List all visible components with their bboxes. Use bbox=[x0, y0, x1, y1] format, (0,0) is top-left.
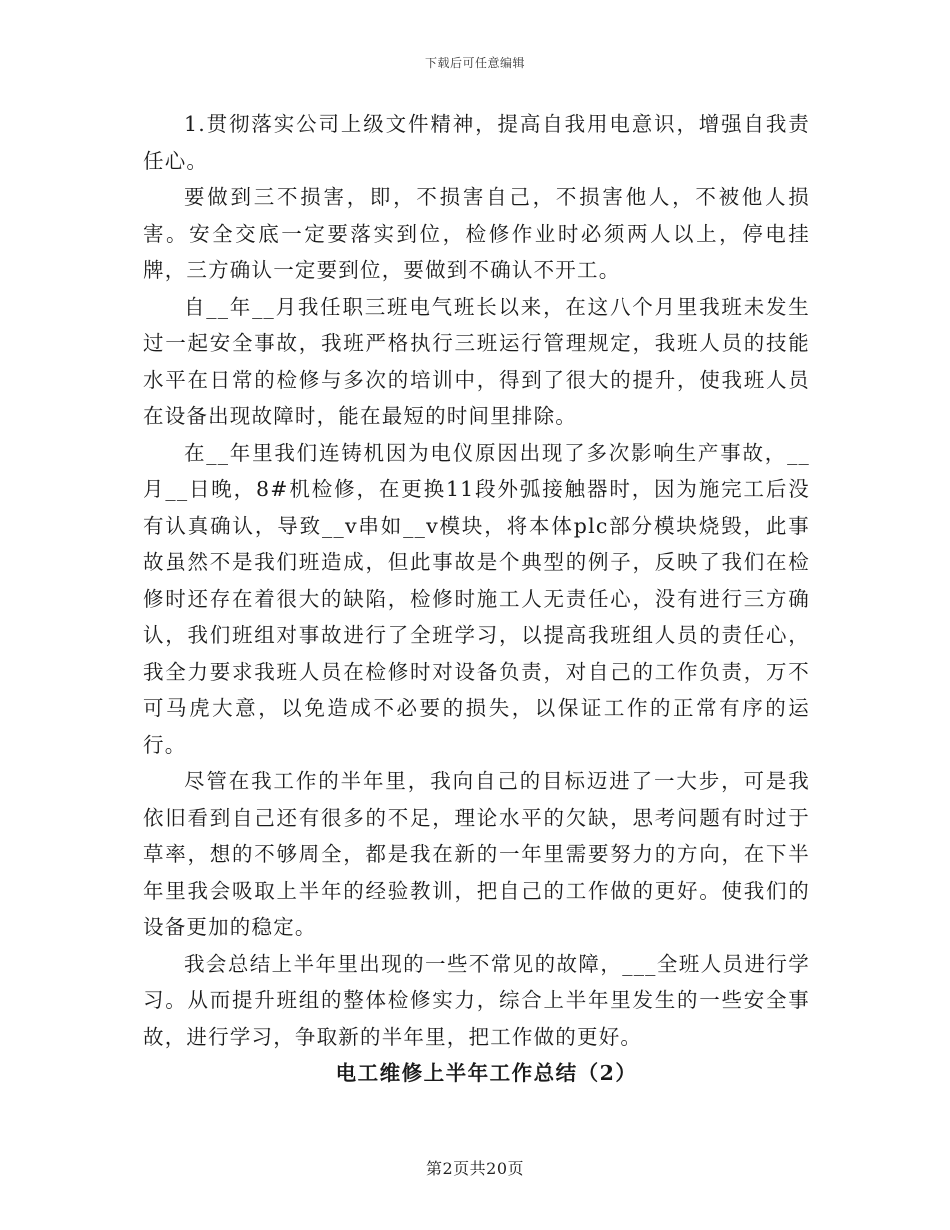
paragraph-2: 要做到三不损害，即，不损害自己，不损害他人，不被他人损害。安全交底一定要落实到位，检修作业时必须两人以上，停电挂牌，三方确认一定要到位，要做到不确认不开工。 bbox=[143, 185, 810, 282]
paragraph-4: 在__年里我们连铸机因为电仪原因出现了多次影响生产事故，__月__日晚，8#机检修，在更换11段外弧接触器时，因为施完工后没有认真确认，导致__v串如__v模块，将本体plc部分模块烧毁，此事故虽然不是我们班造成，但此事故是个典型的例子，反映了我们在检修时还存在着很大的缺陷，检修时施工人无责任心，没有进行三方确认，我们班组对事故进行了全班学习，以提高我班组人员的责任心，我全力要求我班人员在检修时对设备负责，对自己的工作负责，万不可马虎大意，以免造成不必要的损失，以保证工作的正常有序的运行。 bbox=[143, 440, 810, 757]
page-header-note: 下载后可任意编辑 bbox=[424, 56, 525, 70]
section-title: 电工维修上半年工作总结（2） bbox=[335, 1061, 638, 1085]
page-number: 第2页共20页 bbox=[425, 1159, 525, 1178]
paragraph-3: 自__年__月我任职三班电气班长以来，在这八个月里我班未发生过一起安全事故，我班严格执行三班运行管理规定，我班人员的技能水平在日常的检修与多次的培训中，得到了很大的提升，使我班人员在设备出现故障时，能在最短的时间里排除。 bbox=[143, 294, 810, 428]
paragraph-5: 尽管在我工作的半年里，我向自己的目标迈进了一大步，可是我依旧看到自己还有很多的不足，理论水平的欠缺，思考问题有时过于草率，想的不够周全，都是我在新的一年里需要努力的方向，在下半年里我会吸取上半年的经验教训，把自己的工作做的更好。使我们的设备更加的稳定。 bbox=[143, 769, 810, 939]
paragraph-1: 1.贯彻落实公司上级文件精神，提高自我用电意识，增强自我责任心。 bbox=[143, 112, 810, 173]
paragraph-6: 我会总结上半年里出现的一些不常见的故障，___全班人员进行学习。从而提升班组的整体检修实力，综合上半年里发生的一些安全事故，进行学习，争取新的半年里，把工作做的更好。 bbox=[143, 951, 810, 1049]
document-body bbox=[143, 106, 810, 1091]
